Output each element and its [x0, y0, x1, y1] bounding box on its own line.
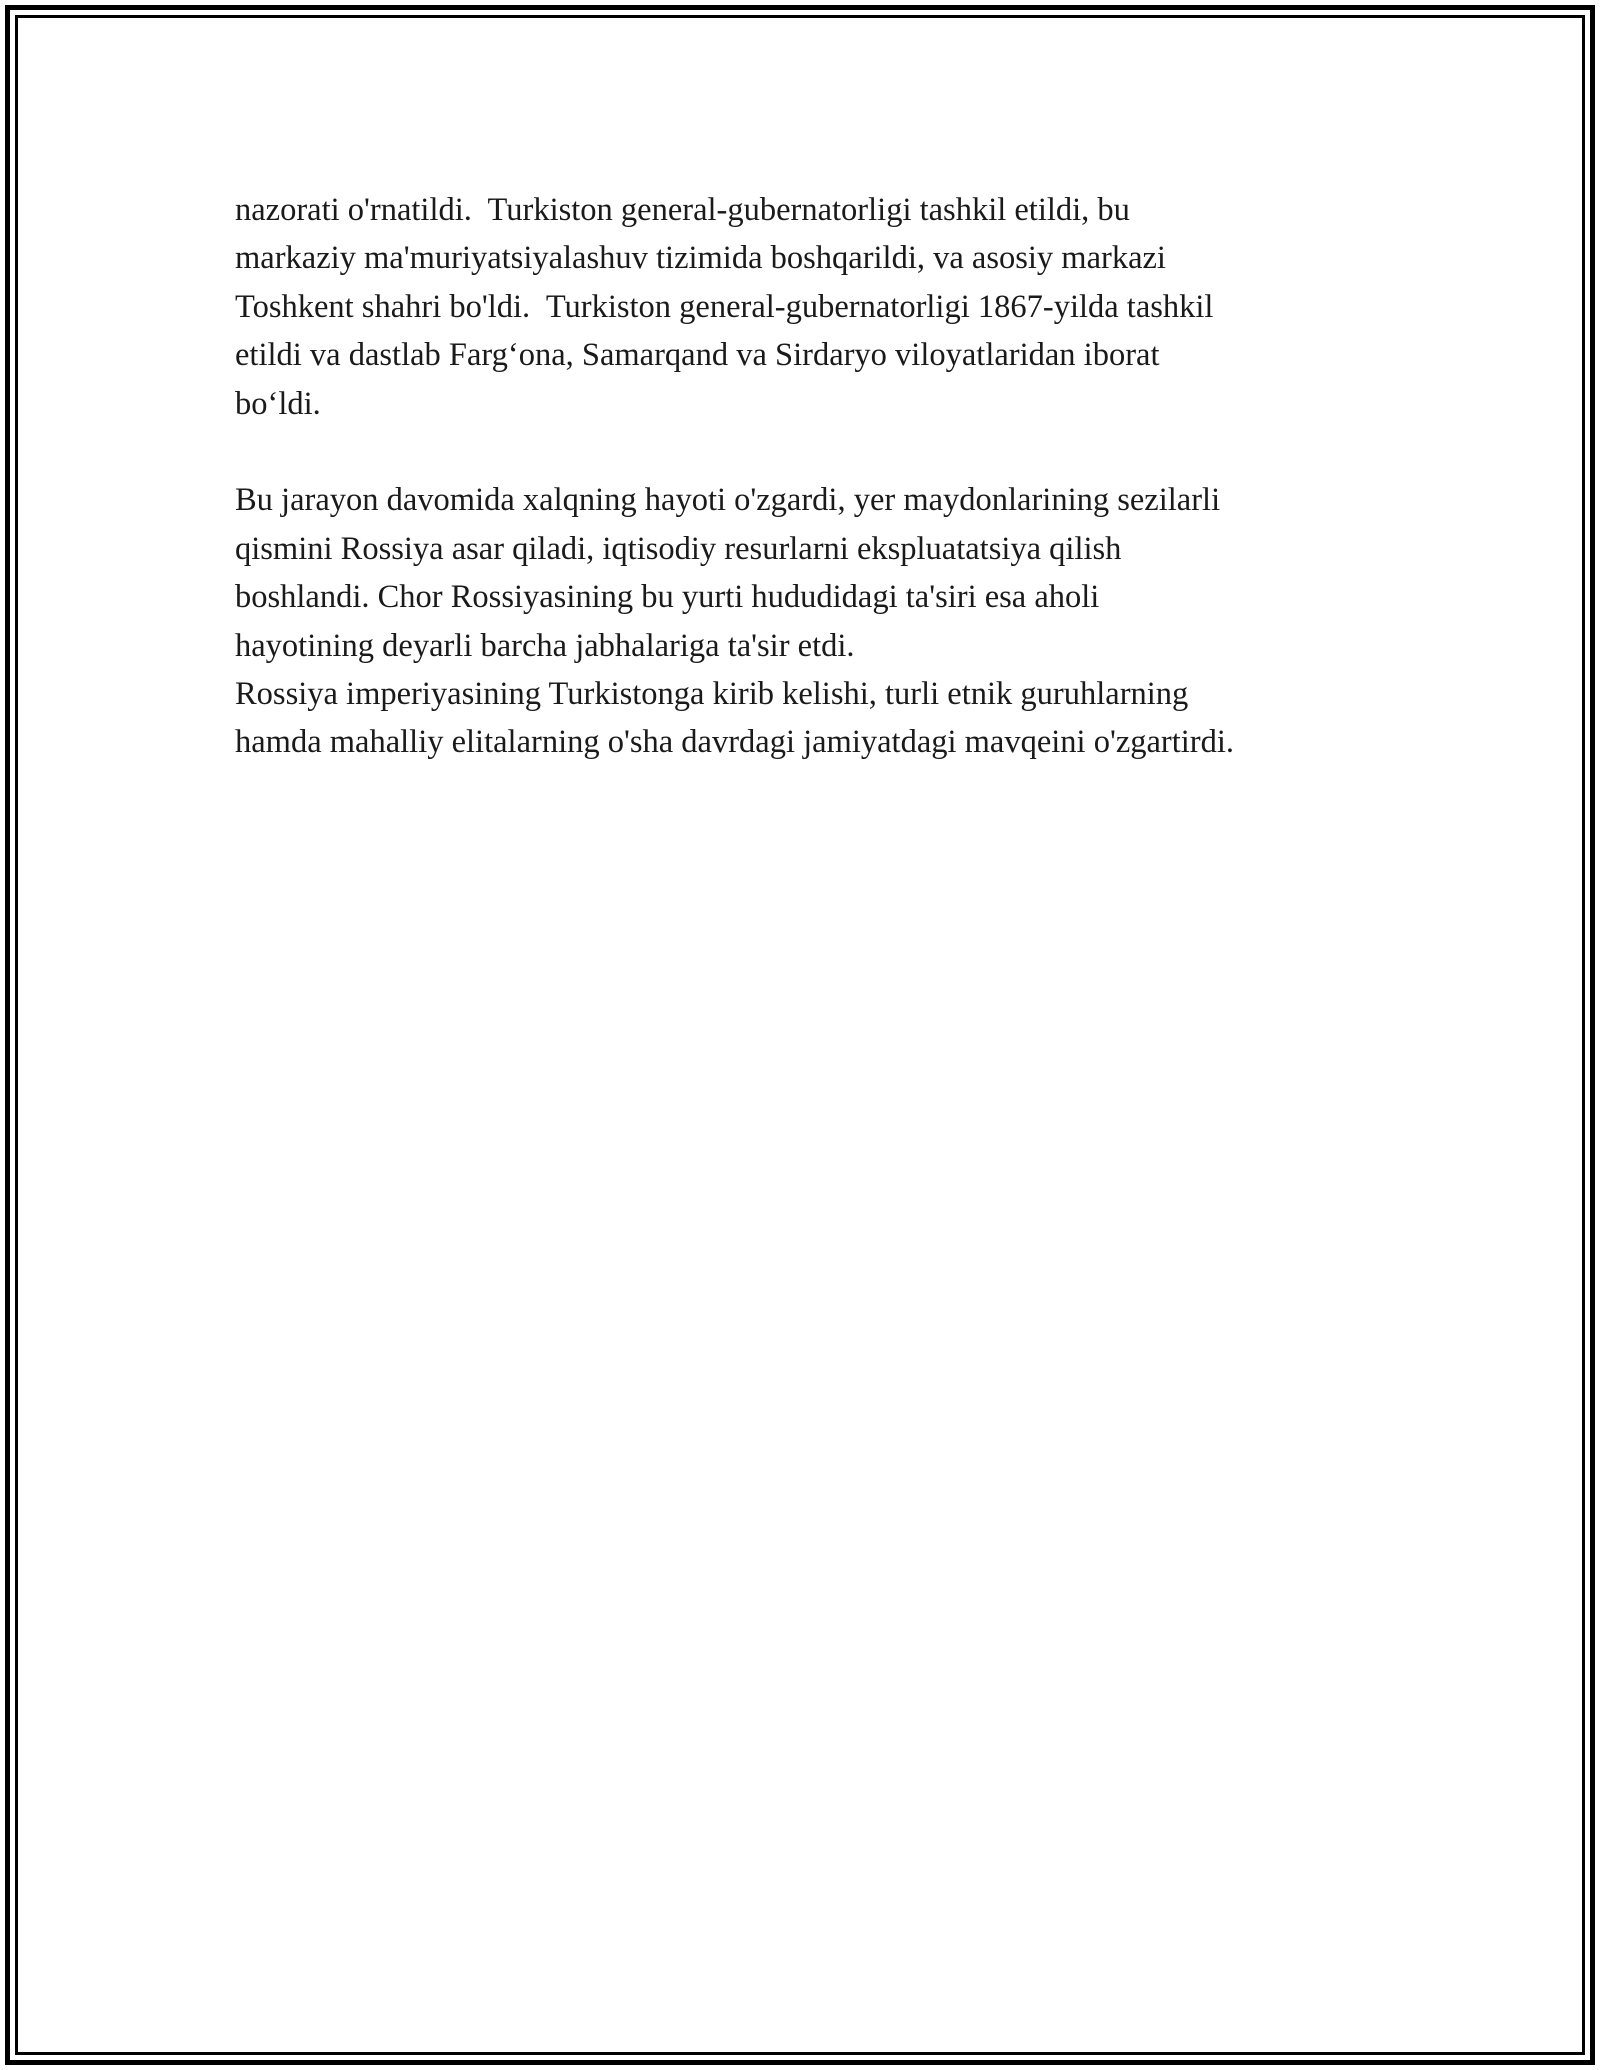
text-line: Bu jarayon davomida xalqning hayoti o'zgardi, yer maydonlarining sezilarli: [235, 482, 1221, 519]
paragraph-2: [235, 476, 1395, 670]
text-line: hamda mahalliy elitalarning o'sha davrdagi jamiyatdagi mavqeini o'zgartirdi.: [235, 724, 1235, 761]
text-line: Rossiya imperiyasining Turkistonga kirib kelishi, turli etnik guruhlarning: [235, 676, 1189, 713]
text-line: Toshkent shahri bo'ldi. Turkiston general-gubernatorligi 1867-yilda tashkil: [235, 288, 1214, 325]
text-line: nazorati o'rnatildi. Turkiston general-gubernatorligi tashkil etildi, bu: [235, 192, 1130, 228]
document-body: [235, 186, 1395, 767]
paragraph-spacer: [235, 428, 1395, 476]
paragraph-3: [235, 670, 1395, 767]
text-line: hayotining deyarli barcha jabhalariga ta'sir etdi.: [235, 627, 855, 664]
text-line: qismini Rossiya asar qiladi, iqtisodiy resurlarni ekspluatatsiya qilish: [235, 530, 1122, 567]
text-line: etildi va dastlab Farg‘ona, Samarqand va Sirdaryo viloyatlaridan iborat: [235, 337, 1160, 374]
text-line: markaziy ma'muriyatsiyalashuv tizimida boshqarildi, va asosiy markazi: [235, 240, 1166, 277]
paragraph-1: [235, 186, 1395, 428]
text-line: bo‘ldi.: [235, 385, 321, 422]
text-line: boshlandi. Chor Rossiyasining bu yurti hududidagi ta'siri esa aholi: [235, 579, 1100, 616]
